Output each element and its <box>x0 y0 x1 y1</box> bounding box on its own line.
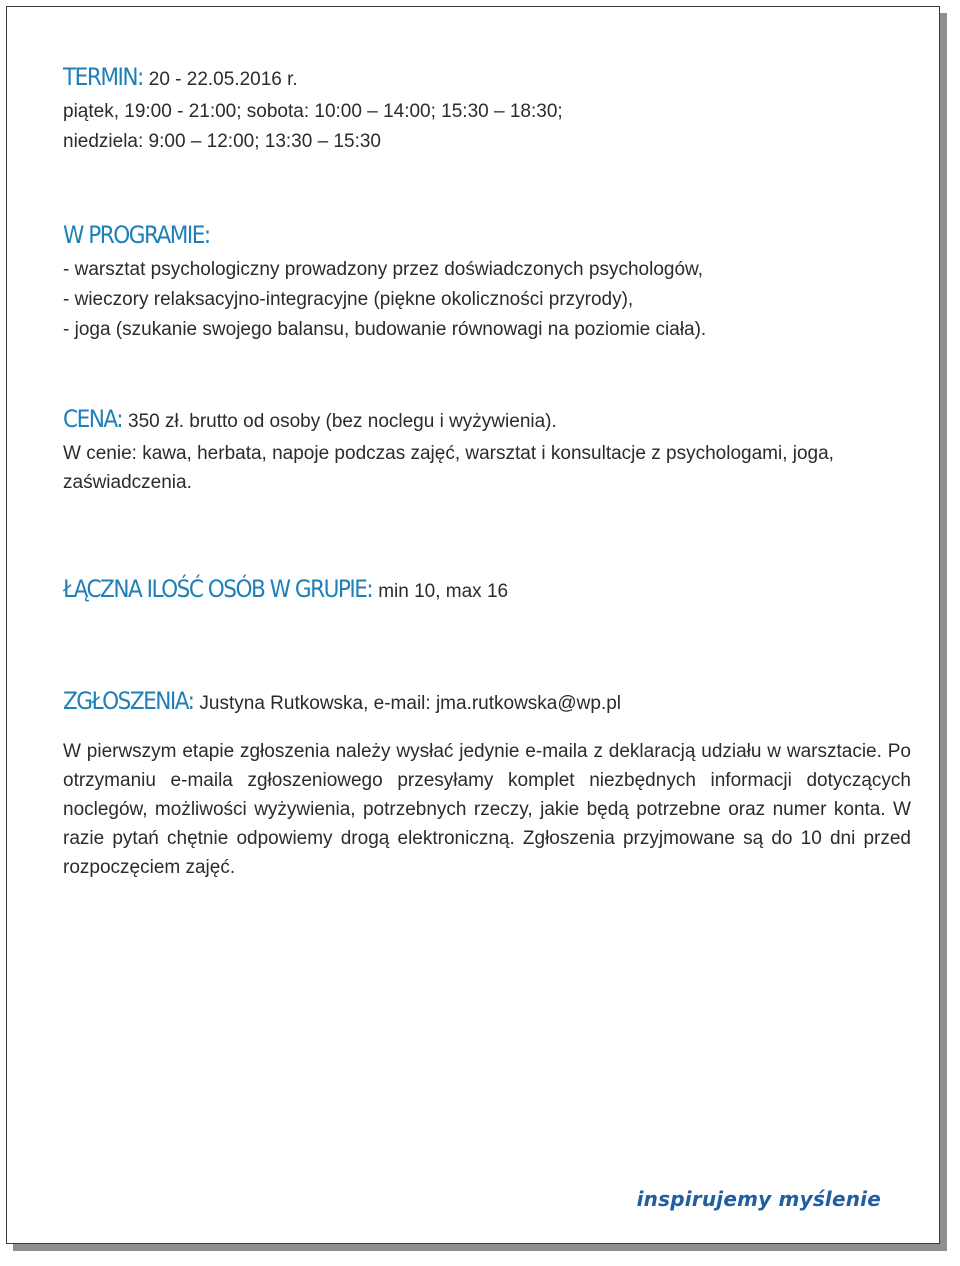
termin-schedule-line-2: niedziela: 9:00 – 12:00; 13:30 – 15:30 <box>63 131 381 152</box>
program-heading: W PROGRAMIE: <box>63 221 210 249</box>
termin-heading: TERMIN: <box>63 63 143 91</box>
cena-heading: CENA: <box>63 405 122 433</box>
cena-value: 350 zł. brutto od osoby (bez noclegu i wyżywienia). <box>128 411 557 432</box>
zgloszenia-details: W pierwszym etapie zgłoszenia należy wysłać jedynie e-maila z deklaracją udziału w warsztacie. Po otrzymaniu e-maila zgłoszeniowego przesyłamy komplet niezbędnych informacji dotyczących noclegów, możliwości wyżywienia, potrzebnych rzeczy, jakie będą potrzebne oraz numer konta. W razie pytań chętnie odpowiemy drogą elektroniczną. Zgłoszenia przyjmowane są do 10 dni przed rozpoczęciem zajęć. <box>63 741 911 878</box>
program-item: - joga (szukanie swojego balansu, budowanie równowagi na poziomie ciała). <box>63 319 707 340</box>
zgloszenia-heading: ZGŁOSZENIA: <box>63 687 194 715</box>
termin-date: 20 - 22.05.2016 r. <box>148 69 298 90</box>
grupa-section <box>63 573 911 609</box>
program-section <box>63 219 911 255</box>
termin-section <box>63 61 911 97</box>
program-item: - wieczory relaksacyjno-integracyjne (piękne okoliczności przyrody), <box>63 289 634 310</box>
footer-tagline: inspirujemy myślenie <box>636 1187 881 1211</box>
program-item: - warsztat psychologiczny prowadzony przez doświadczonych psychologów, <box>63 259 703 280</box>
cena-details: W cenie: kawa, herbata, napoje podczas zajęć, warsztat i konsultacje z psychologami, joga, zaświadczenia. <box>63 443 834 493</box>
termin-schedule-line-1: piątek, 19:00 - 21:00; sobota: 10:00 – 14:00; 15:30 – 18:30; <box>63 101 563 122</box>
cena-section <box>63 403 911 439</box>
grupa-heading: ŁĄCZNA ILOŚĆ OSÓB W GRUPIE: <box>63 575 373 603</box>
grupa-value: min 10, max 16 <box>378 581 509 602</box>
page-frame <box>6 6 940 1244</box>
zgloszenia-section <box>63 685 911 721</box>
zgloszenia-contact: Justyna Rutkowska, e-mail: jma.rutkowska@wp.pl <box>199 693 622 714</box>
document-content <box>63 61 911 882</box>
